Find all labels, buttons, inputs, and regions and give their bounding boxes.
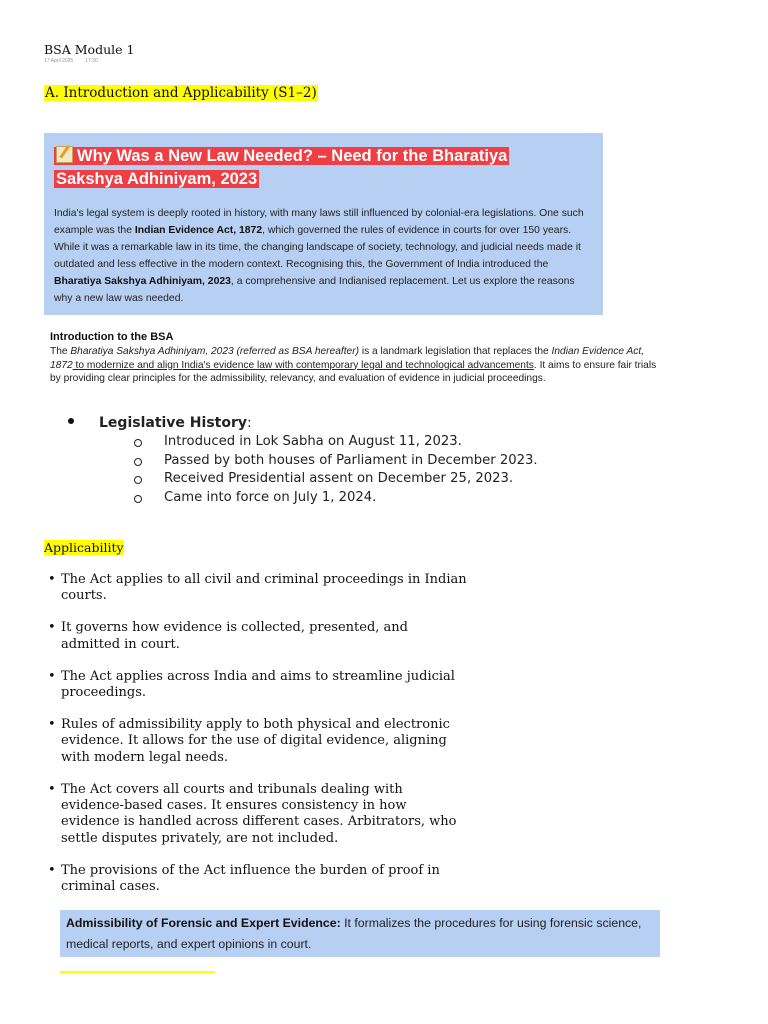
list-item: • The Act covers all courts and tribunals dealing with evidence-based cases. It ensures consistency in how evidence is handled across different cases. Arbitrators, who settle disputes privately, are not included. xyxy=(48,782,468,847)
legislative-history-colon: : xyxy=(247,415,252,431)
why-new-law-paragraph xyxy=(54,205,594,308)
applicability-heading-text: Applicability xyxy=(44,540,124,555)
paragraph-bold-1: Indian Evidence Act, 1872 xyxy=(134,225,263,237)
legislative-history-heading xyxy=(68,415,538,431)
legislative-history-label: Legislative History xyxy=(99,415,247,431)
list-item-text: Introduced in Lok Sabha on August 11, 2023. xyxy=(164,434,462,449)
list-item xyxy=(132,452,538,471)
list-item: • Rules of admissibility apply to both physical and electronic evidence. It allows for the use of digital evidence, aligning with modern legal needs. xyxy=(48,717,468,766)
intro-italic-1: Bharatiya Sakshya Adhiniyam, 2023 (referred as BSA hereafter) xyxy=(70,345,359,357)
circle-bullet-icon xyxy=(134,495,142,503)
intro-underlined: to modernize and align India's evidence law with contemporary legal and technological advancements xyxy=(72,359,534,371)
why-new-law-heading-text: Why Was a New Law Needed? – Need for the Bharatiya Sakshya Adhiniyam, 2023 xyxy=(56,147,508,188)
applicability-list xyxy=(48,572,468,911)
section-heading-a-text: A. Introduction and Applicability (S1–2) xyxy=(45,85,317,101)
forensic-evidence-text: It formalizes the procedures for using forensic science, medical reports, and expert opinions in court. xyxy=(66,916,642,951)
introduction-block xyxy=(50,331,662,386)
list-item: • The Act applies across India and aims to streamline judicial proceedings. xyxy=(48,669,468,702)
why-new-law-heading xyxy=(54,145,554,191)
list-item: • It governs how evidence is collected, presented, and admitted in court. xyxy=(48,620,468,653)
list-item xyxy=(132,433,538,452)
list-item xyxy=(132,470,538,489)
note-date: 17 April 2025 xyxy=(44,58,74,64)
note-time: 17:30 xyxy=(85,58,98,64)
forensic-evidence-bold: Admissibility of Forensic and Expert Evidence: xyxy=(66,916,341,930)
section-heading-a xyxy=(44,85,318,101)
intro-text-3: . It aims to ensure fair trials by providing clear principles for the admissibility, relevancy, and evaluation of evidence in judicial proceedings. xyxy=(50,359,657,385)
intro-text-2: is a landmark legislation that replaces the xyxy=(359,345,552,357)
introduction-paragraph xyxy=(50,345,662,386)
note-title: BSA Module 1 xyxy=(44,42,135,57)
forensic-evidence-image xyxy=(60,910,660,957)
note-meta xyxy=(44,58,98,64)
bullet-icon xyxy=(68,418,74,424)
legislative-history-list xyxy=(132,433,538,507)
highlight-line xyxy=(60,971,215,973)
paragraph-text-3: , a comprehensive and Indianised replacement. Let us explore the reasons why a new law was needed. xyxy=(54,276,575,305)
list-item: • The provisions of the Act influence the burden of proof in criminal cases. xyxy=(48,863,468,896)
paragraph-text-2: , which governed the rules of evidence in courts for over 150 years. While it was a remarkable law in its time, the changing landscape of society, technology, and judicial needs made it outdated and less effective in the modern context. Recognising this, the Government of India introduced the xyxy=(54,225,581,271)
paragraph-bold-2: Bharatiya Sakshya Adhiniyam, 2023 xyxy=(54,276,231,288)
introduction-title: Introduction to the BSA xyxy=(50,331,174,343)
circle-bullet-icon xyxy=(134,458,142,466)
intro-text-1: The xyxy=(50,345,71,357)
list-item: • The Act applies to all civil and criminal proceedings in Indian courts. xyxy=(48,572,468,605)
list-item xyxy=(132,489,538,508)
why-new-law-heading-highlight xyxy=(54,147,509,188)
list-item-text: Received Presidential assent on December 25, 2023. xyxy=(164,471,514,486)
memo-icon xyxy=(56,146,73,163)
list-item-text: Passed by both houses of Parliament in December 2023. xyxy=(164,452,538,468)
circle-bullet-icon xyxy=(134,439,142,447)
applicability-heading xyxy=(44,540,124,555)
why-new-law-image xyxy=(44,133,603,315)
list-item-text: Came into force on July 1, 2024. xyxy=(164,489,377,505)
circle-bullet-icon xyxy=(134,476,142,484)
legislative-history xyxy=(68,415,538,507)
intro-italic-2: Indian Evidence Act, 1872 xyxy=(50,345,645,371)
paragraph-text-1: India's legal system is deeply rooted in history, with many laws still influenced by colonial-era legislations. One such example was the xyxy=(54,208,584,237)
